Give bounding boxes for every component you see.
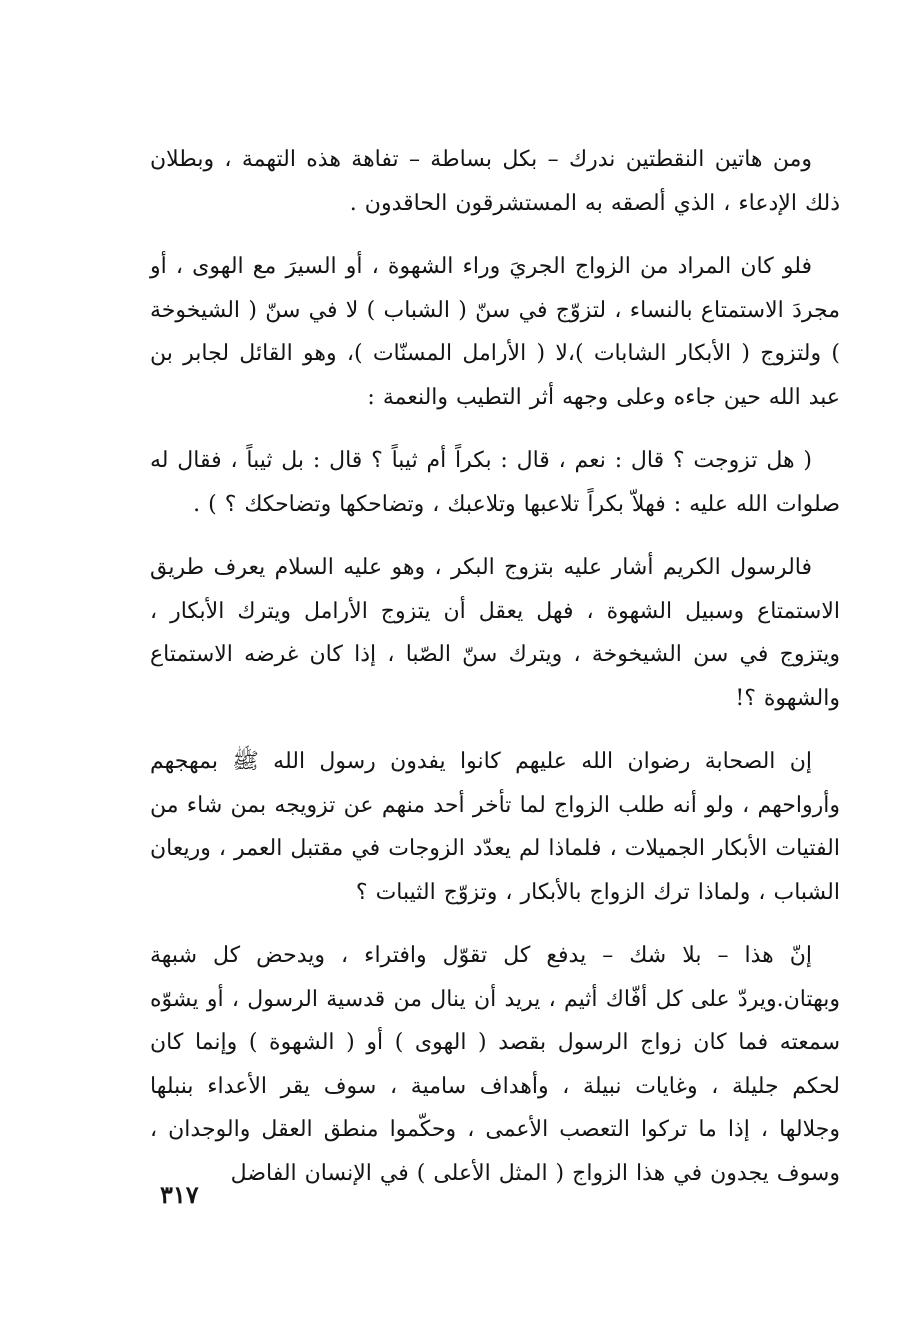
body-text [150, 138, 840, 1215]
page-number: ٣١٧ [160, 1180, 199, 1209]
paragraph-3: ( هل تزوجت ؟ قال : نعم ، قال : بكراً أم ثيباً ؟ قال : بل ثيباً ، فقال له صلوات الله عليه : فهلاّ بكراً تلاعبها وتلاعبك ، وتضاحكها وتضاحكك ؟ ) . [150, 448, 840, 517]
paragraph-2: فلو كان المراد من الزواج الجريَ وراء الشهوة ، أو السيرَ مع الهوى ، أو مجردَ الاستمتاع بالنساء ، لتزوّج في سنّ ( الشباب ) لا في سنّ ( الشيخوخة ) ولتزوج ( الأبكار الشابات )،لا ( الأرامل المسنّات )، وهو القائل لجابر بن عبد الله حين جاءه وعلى وجهه أثر التطيب والنعمة : [150, 254, 840, 410]
paragraph-6: إنّ هذا – بلا شك – يدفع كل تقوّل وافتراء ، ويدحض كل شبهة وبهتان.ويردّ على كل أفّاك أثيم ، يريد أن ينال من قدسية الرسول ، أو يشوّه سمعته فما كان زواج الرسول بقصد ( الهوى ) أو ( الشهوة ) وإنما كان لحكم جليلة ، وغايات نبيلة ، وأهداف سامية ، سوف يقر الأعداء بنبلها وجلالها ، إذا ما تركوا التعصب الأعمى ، وحكّموا منطق العقل والوجدان ، وسوف يجدون في هذا الزواج ( المثل الأعلى ) في الإنسان الفاضل [150, 943, 840, 1186]
paragraph-5: إن الصحابة رضوان الله عليهم كانوا يفدون رسول الله ﷺ بمهجهم وأرواحهم ، ولو أنه طلب الزواج لما تأخر أحد منهم عن تزويجه بمن شاء من الفتيات الأبكار الجميلات ، فلماذا لم يعدّد الزوجات في مقتبل العمر ، وريعان الشباب ، ولماذا ترك الزواج بالأبكار ، وتزوّج الثيبات ؟ [150, 749, 840, 905]
paragraph-1: ومن هاتين النقطتين ندرك – بكل بساطة – تفاهة هذه التهمة ، وبطلان ذلك الإدعاء ، الذي ألصقه به المستشرقون الحاقدون . [150, 147, 840, 216]
paragraph-4: فالرسول الكريم أشار عليه بتزوج البكر ، وهو عليه السلام يعرف طريق الاستمتاع وسبيل الشهوة ، فهل يعقل أن يتزوج الأرامل ويترك الأبكار ، ويتزوج في سن الشيخوخة ، ويترك سنّ الصّبا ، إذا كان غرضه الاستمتاع والشهوة ؟! [150, 555, 840, 711]
